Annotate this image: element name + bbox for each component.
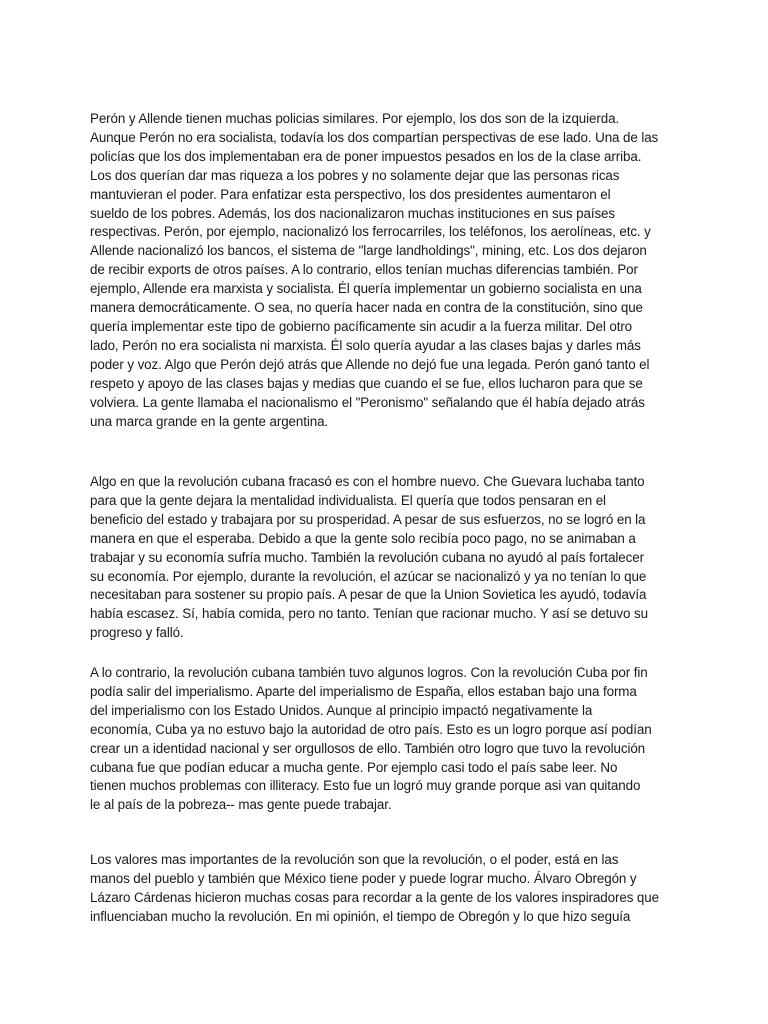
paragraph-peron-allende: Perón y Allende tienen muchas policias similares. Por ejemplo, los dos son de la izquierda. Aunque Perón no era socialista, todavía los dos compartían perspectivas de ese lado. Una de las policías que los dos implementaban era de poner impuestos pesados en los de la clase arriba. Los dos querían dar mas riqueza a los pobres y no solamente dejar que las personas ricas mantuvieran el poder. Para enfatizar esta perspectivo, los dos presidentes aumentaron el sueldo de los pobres. Además, los dos nacionalizaron muchas instituciones en sus países respectivas. Perón, por ejemplo, nacionalizó los ferrocarriles, los teléfonos, los aerolíneas, etc. y Allende nacionalizó los bancos, el sistema de "large landholdings", mining, etc. Los dos dejaron de recibir exports de otros países. A lo contrario, ellos tenían muchas diferencias también. Por ejemplo, Allende era marxista y socialista. Él quería implementar un gobierno socialista en una manera democráticamente. O sea, no quería hacer nada en contra de la constitución, sino que quería implementar este tipo de gobierno pacíficamente sin acudir a la fuerza militar. Del otro lado, Perón no era socialista ni marxista. Él solo quería ayudar a las clases bajas y darles más poder y voz. Algo que Perón dejó atrás que Allende no dejó fue una legada. Perón ganó tanto el respeto y apoyo de las clases bajas y medias que cuando el se fue, ellos lucharon para que se volviera. La gente llamaba el nacionalismo el "Peronismo" señalando que él había dejado atrás una marca grande en la gente argentina. bbox=[90, 111, 659, 429]
paragraph-cuban-revolution-achievements: A lo contrario, la revolución cubana también tuvo algunos logros. Con la revolución Cuba por fin podía salir del imperialismo. Aparte del imperialismo de España, ellos estaban bajo una forma del imperialismo con los Estado Unidos. Aunque al principio impactó negativamente la economía, Cuba ya no estuvo bajo la autoridad de otro país. Esto es un logro porque así podían crear un a identidad nacional y ser orgullosos de ello. También otro logro que tuvo la revolución cubana fue que podían educar a mucha gente. Por ejemplo casi todo el país sabe leer. No tienen muchos problemas con illiteracy. Esto fue un logró muy grande porque asi van quitando le al país de la pobreza-- mas gente puede trabajar. bbox=[90, 665, 652, 813]
paragraph-cuban-revolution-failure: Algo en que la revolución cubana fracasó es con el hombre nuevo. Che Guevara luchaba tanto para que la gente dejara la mentalidad individualista. El quería que todos pensaran en el beneficio del estado y trabajara por su prosperidad. A pesar de sus esfuerzos, no se logró en la manera en que el esperaba. Debido a que la gente solo recibía poco pago, no se animaban a trabajar y su economía sufría mucho. También la revolución cubana no ayudó al país fortalecer su economía. Por ejemplo, durante la revolución, el azúcar se nacionalizó y ya no tenían lo que necesitaban para sostener su propio país. A pesar de que la Union Sovietica les ayudó, todavía había escasez. Sí, había comida, pero no tanto. Tenían que racionar mucho. Y así se detuvo su progreso y falló. bbox=[90, 474, 648, 641]
paragraph-revolution-values: Los valores mas importantes de la revolución son que la revolución, o el poder, está en las manos del pueblo y también que México tiene poder y puede lograr mucho. Álvaro Obregón y Lázaro Cárdenas hicieron muchas cosas para recordar a la gente de los valores inspiradores que influenciaban mucho la revolución. En mi opinión, el tiempo de Obregón y lo que hizo seguía bbox=[90, 852, 659, 924]
